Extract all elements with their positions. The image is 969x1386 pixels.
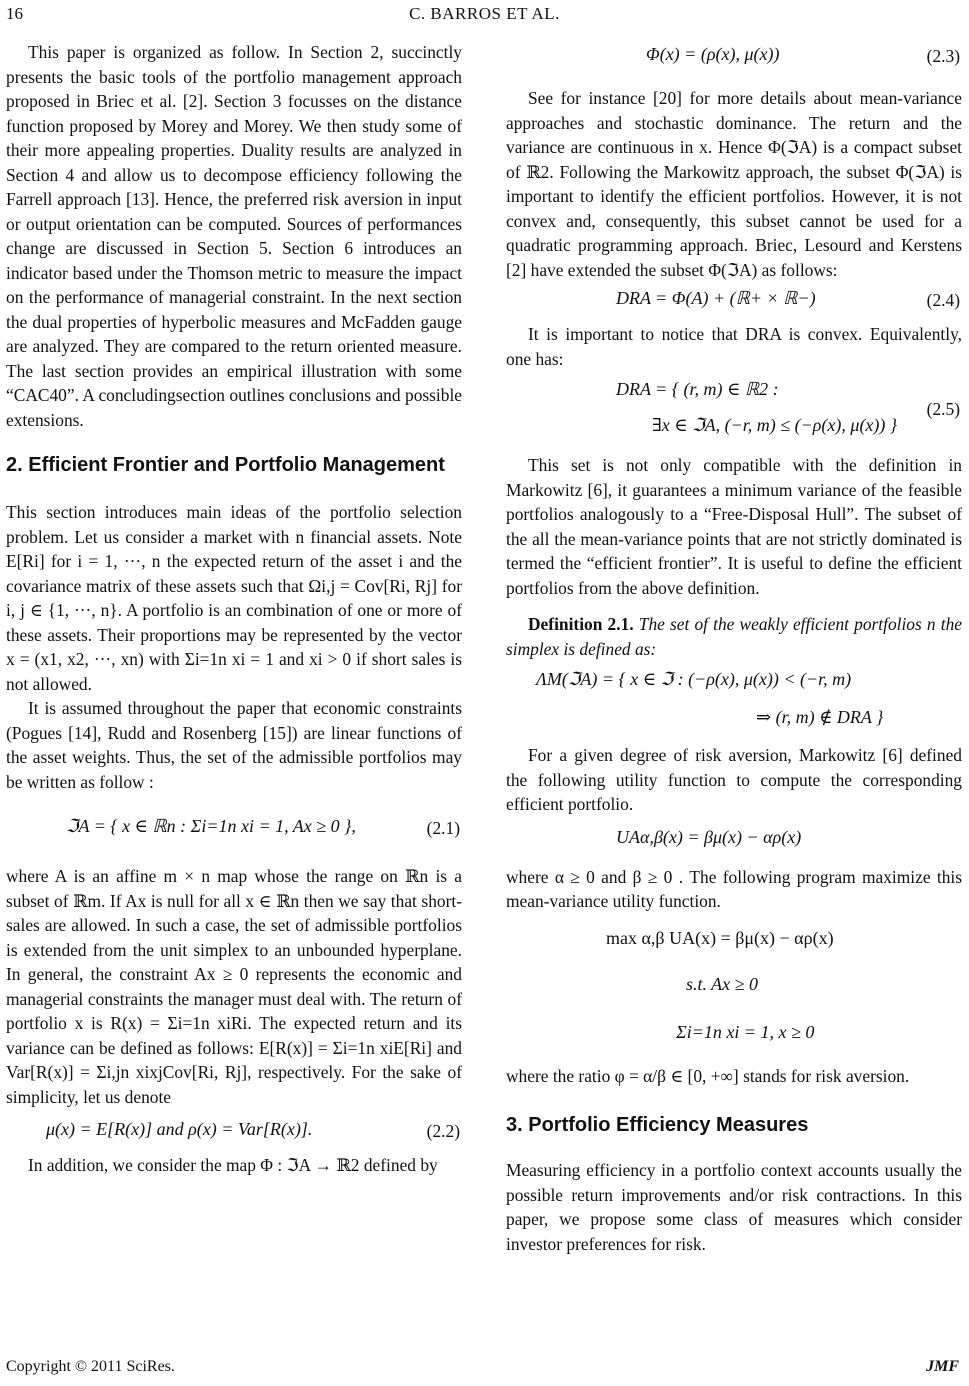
equation-2-3-text: Φ(x) = (ρ(x), μ(x)) — [646, 44, 780, 64]
equation-2-1-text: ℑA = { x ∈ ℝn : Σi=1n xi = 1, Ax ≥ 0 }, — [66, 816, 356, 836]
definition-text: The set of the weakly efficient portfolios n the simplex is defined as: — [506, 614, 962, 659]
section-2-paragraph-3: where A is an affine m × n map whose the range on ℝn is a subset of ℝm. If Ax is null for all x ∈ ℝn then we say that short-sales are allowed. In such a case, the set of admissible portfolios is extended from the unit simplex to an unbounded hyperplane. In general, the constraint Ax ≥ 0 represents the economic and managerial constraints the manager must deal with. The return of portfolio x is R(x) = Σi=1n xiRi. The expected return and its variance can be defined as follows: E[R(x)] = Σi=1n xiE[Ri] and Var[R(x)] = Σi,jn xixjCov[Ri, Rj], respectively. For the sake of simplicity, let us denote — [6, 866, 462, 1107]
equation-2-1 — [6, 794, 462, 864]
equation-definition-line-2: ⇒ (r, m) ∉ DRA } — [756, 707, 884, 727]
equation-2-2-text: μ(x) = E[R(x)] and ρ(x) = Var[R(x)]. — [46, 1119, 313, 1139]
equation-program-constraint: s.t. Ax ≥ 0 — [686, 973, 759, 994]
equation-2-4 — [506, 282, 962, 322]
section-3-paragraph: Measuring efficiency in a portfolio context accounts usually the possible return improvements and/or risk contractions. In this paper, we propose some class of measures which consider investor preferences for risk. — [506, 1160, 962, 1254]
definition-label: Definition 2.1. — [528, 614, 634, 634]
paragraph-fdh: This set is not only compatible with the definition in Markowitz [6], it guarantees a minimum variance of the feasible portfolios analogously to a “Free-Disposal Hull”. The subset of the all the mean-variance points that are not strictly dominated is termed the “efficient frontier”. It is useful to define the efficient portfolios from the above definition. — [506, 455, 962, 598]
intro-paragraph: This paper is organized as follow. In Section 2, succinctly presents the basic tools of the portfolio management approach proposed in Briec et al. [2]. Section 3 focusses on the distance function proposed by Morey and Morey. We then study some of their more appealing properties. Duality results are analyzed in Section 4 and allow us to decompose efficiency following the Farrell approach [13]. Hence, the preferred risk aversion in input or output orientation can be computed. Sources of performances change are discussed in Section 5. Section 6 introduces an indicator based under the Thomson metric to measure the impact on the performance of managerial constraint. In the next section the dual properties of hyperbolic measures and McFadden gauge are analyzed. They are compared to the return oriented measure. The last section provides an empirical illustration with some “CAC40”. A concludingsection outlines conclusions and possible extensions. — [6, 42, 462, 430]
equation-2-5-line-2: ∃x ∈ ℑA, (−r, m) ≤ (−ρ(x), μ(x)) } — [652, 415, 898, 435]
equation-2-2 — [6, 1109, 462, 1153]
section-2-paragraph-4: In addition, we consider the map Φ : ℑA → ℝ2 defined by — [28, 1155, 438, 1175]
definition-2-1 — [506, 612, 962, 661]
equation-utility-text: UAα,β(x) = βμ(x) − αρ(x) — [616, 826, 802, 847]
paragraph-program: where α ≥ 0 and β ≥ 0 . The following program maximize this mean-variance utility function. — [506, 866, 962, 911]
equation-definition — [506, 661, 962, 743]
running-title: C. BARROS ET AL. — [409, 4, 560, 23]
paragraph-convex: It is important to notice that DRA is convex. Equivalently, one has: — [506, 324, 962, 369]
equation-program-objective: max α,β UA(x) = βμ(x) − αρ(x) — [606, 927, 834, 948]
paragraph-risk-aversion: where the ratio φ = α/β ∈ [0, +∞] stands for risk aversion. — [506, 1065, 910, 1086]
equation-2-4-text: DRA = Φ(A) + (ℝ+ × ℝ−) — [616, 288, 816, 308]
equation-program-sum: Σi=1n xi = 1, x ≥ 0 — [676, 1021, 815, 1042]
equation-2-2-number: (2.2) — [426, 1121, 460, 1141]
equation-definition-line-1: ΛM(ℑA) = { x ∈ ℑ : (−ρ(x), μ(x)) < (−r, m) — [536, 669, 852, 689]
equation-2-5 — [506, 371, 962, 453]
equation-2-4-number: (2.4) — [926, 290, 960, 310]
paragraph-mean-variance: See for instance [20] for more details about mean-variance approaches and stochastic dominance. The return and the variance are continuous in x. Hence Φ(ℑA) is a compact subset of ℝ2. Following the Markowitz approach, the subset Φ(ℑA) is important to identify the efficient portfolios. However, it is not convex and, consequently, this subset cannot be used for a quadratic programming approach. Briec, Lesourd and Kerstens [2] have extended the subset Φ(ℑA) as follows: — [506, 88, 962, 280]
paragraph-utility: For a given degree of risk aversion, Markowitz [6] defined the following utility function to compute the corresponding efficient portfolio. — [506, 745, 962, 814]
equation-program — [506, 914, 962, 1064]
section-2-heading: 2. Efficient Frontier and Portfolio Management — [6, 454, 445, 476]
equation-2-5-line-1: DRA = { (r, m) ∈ ℝ2 : — [616, 379, 779, 399]
equation-utility — [506, 817, 962, 865]
equation-2-3-number: (2.3) — [926, 46, 960, 66]
journal-abbrev: JMF — [926, 1358, 959, 1375]
copyright: Copyright © 2011 SciRes. — [6, 1358, 175, 1375]
section-2-paragraph-1: This section introduces main ideas of the portfolio selection problem. Let us consider a market with n financial assets. Note E[Ri] for i = 1, ···, n the expected return of the asset i and the covariance matrix of these assets such that Ωi,j = Cov[Ri, Rj] for i, j ∈ {1, ···, n}. A portfolio is an combination of one or more of these assets. Their proportions may be represented by the vector x = (x1, x2, ···, xn) with Σi=1n xi = 1 and xi > 0 if short sales is not allowed. — [6, 502, 462, 694]
page-number: 16 — [6, 4, 23, 23]
equation-2-5-number: (2.5) — [926, 399, 960, 419]
section-2-paragraph-2: It is assumed throughout the paper that economic constraints (Pogues [14], Rudd and Rosenberg [15]) are linear functions of the asset weights. Thus, the set of the admissible portfolios may be written as follow : — [6, 698, 462, 792]
section-3-heading: 3. Portfolio Efficiency Measures — [506, 1114, 809, 1136]
left-column — [6, 40, 462, 1178]
equation-2-1-number: (2.1) — [426, 818, 460, 838]
right-column — [506, 40, 962, 1256]
equation-2-3 — [506, 40, 962, 86]
